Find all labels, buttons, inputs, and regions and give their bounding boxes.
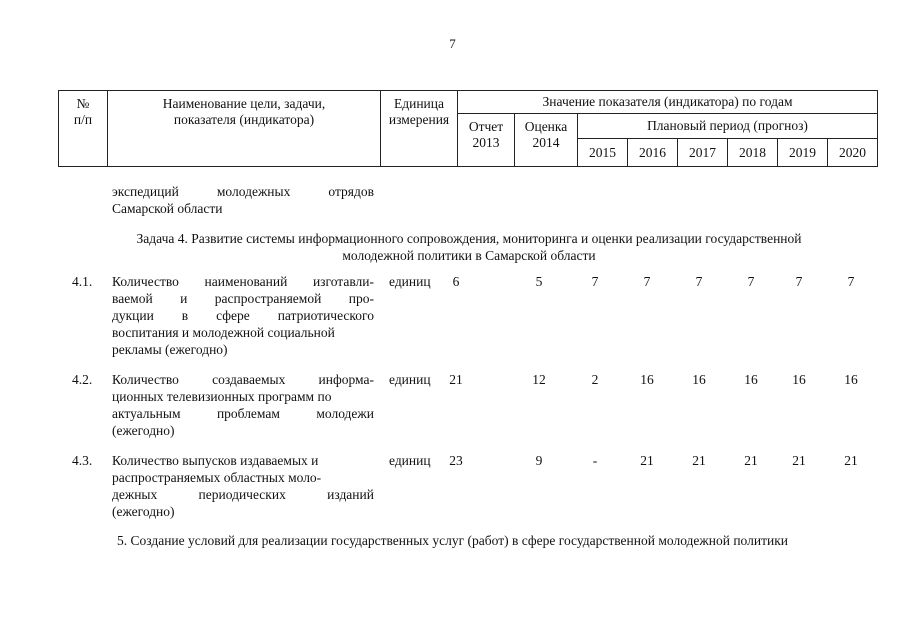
indicator-value: 23 — [449, 453, 463, 468]
header-num: № п/п — [59, 91, 108, 167]
indicator-value: 16 — [844, 372, 858, 387]
indicator-unit: единиц — [389, 453, 431, 468]
row-number: 4.1. — [72, 274, 93, 289]
indicator-value: 16 — [692, 372, 706, 387]
header-values-title: Значение показателя (индикатора) по годам — [458, 91, 878, 114]
header-year: 2020 — [828, 139, 878, 167]
header-estimate: Оценка 2014 — [515, 114, 578, 167]
indicator-value: 21 — [449, 372, 463, 387]
indicator-name: Количество создаваемых информа- ционных телевизионных программ по актуальным проблемам молодежи (ежегодно) — [112, 372, 374, 438]
header-year: 2017 — [678, 139, 728, 167]
indicator-unit: единиц — [389, 372, 431, 387]
indicator-name: Количество выпусков издаваемых и распространяемых областных моло- дежных периодических изданий (ежегодно) — [112, 453, 374, 519]
indicator-value: 7 — [847, 274, 855, 289]
row-number: 4.2. — [72, 372, 93, 387]
header-year: 2018 — [728, 139, 778, 167]
indicator-value: 21 — [792, 453, 806, 468]
indicator-value: 9 — [535, 453, 543, 468]
header-planned: Плановый период (прогноз) — [578, 114, 878, 139]
indicator-unit: единиц — [389, 274, 431, 289]
page-number: 7 — [449, 36, 456, 51]
header-year: 2016 — [628, 139, 678, 167]
indicator-value: 7 — [643, 274, 651, 289]
indicator-value: 21 — [744, 453, 758, 468]
indicator-value: 7 — [591, 274, 599, 289]
indicator-value: 16 — [744, 372, 758, 387]
table-header — [58, 90, 878, 167]
indicator-value: 6 — [452, 274, 460, 289]
indicator-value: 7 — [695, 274, 703, 289]
header-year: 2015 — [578, 139, 628, 167]
row-number: 4.3. — [72, 453, 93, 468]
header-unit: Единица измерения — [381, 91, 458, 167]
indicator-value: 2 — [591, 372, 599, 387]
continuation-text: экспедиций молодежных отрядов Самарской области — [112, 184, 374, 216]
task-4-heading: Задача 4. Развитие системы информационного сопровождения, мониторинга и оценки реализации государственной молодежной политики в Самарской области — [136, 231, 802, 263]
indicator-value: - — [592, 453, 598, 468]
indicator-value: 21 — [692, 453, 706, 468]
indicator-value: 12 — [532, 372, 546, 387]
indicator-value: 16 — [792, 372, 806, 387]
indicator-name: Количество наименований изготавли- ваемой и распространяемой про- дукции в сфере патриотического воспитания и молодежной социальной рекламы (ежегодно) — [112, 274, 374, 357]
header-year: 2019 — [778, 139, 828, 167]
indicator-value: 21 — [844, 453, 858, 468]
indicator-value: 7 — [795, 274, 803, 289]
indicator-value: 5 — [535, 274, 543, 289]
indicator-value: 21 — [640, 453, 654, 468]
header-report: Отчет 2013 — [458, 114, 515, 167]
indicator-value: 7 — [747, 274, 755, 289]
header-name: Наименование цели, задачи, показателя (индикатора) — [108, 91, 381, 167]
indicator-value: 16 — [640, 372, 654, 387]
section-5-heading: 5. Создание условий для реализации государственных услуг (работ) в сфере государственной молодежной политики — [116, 533, 788, 548]
